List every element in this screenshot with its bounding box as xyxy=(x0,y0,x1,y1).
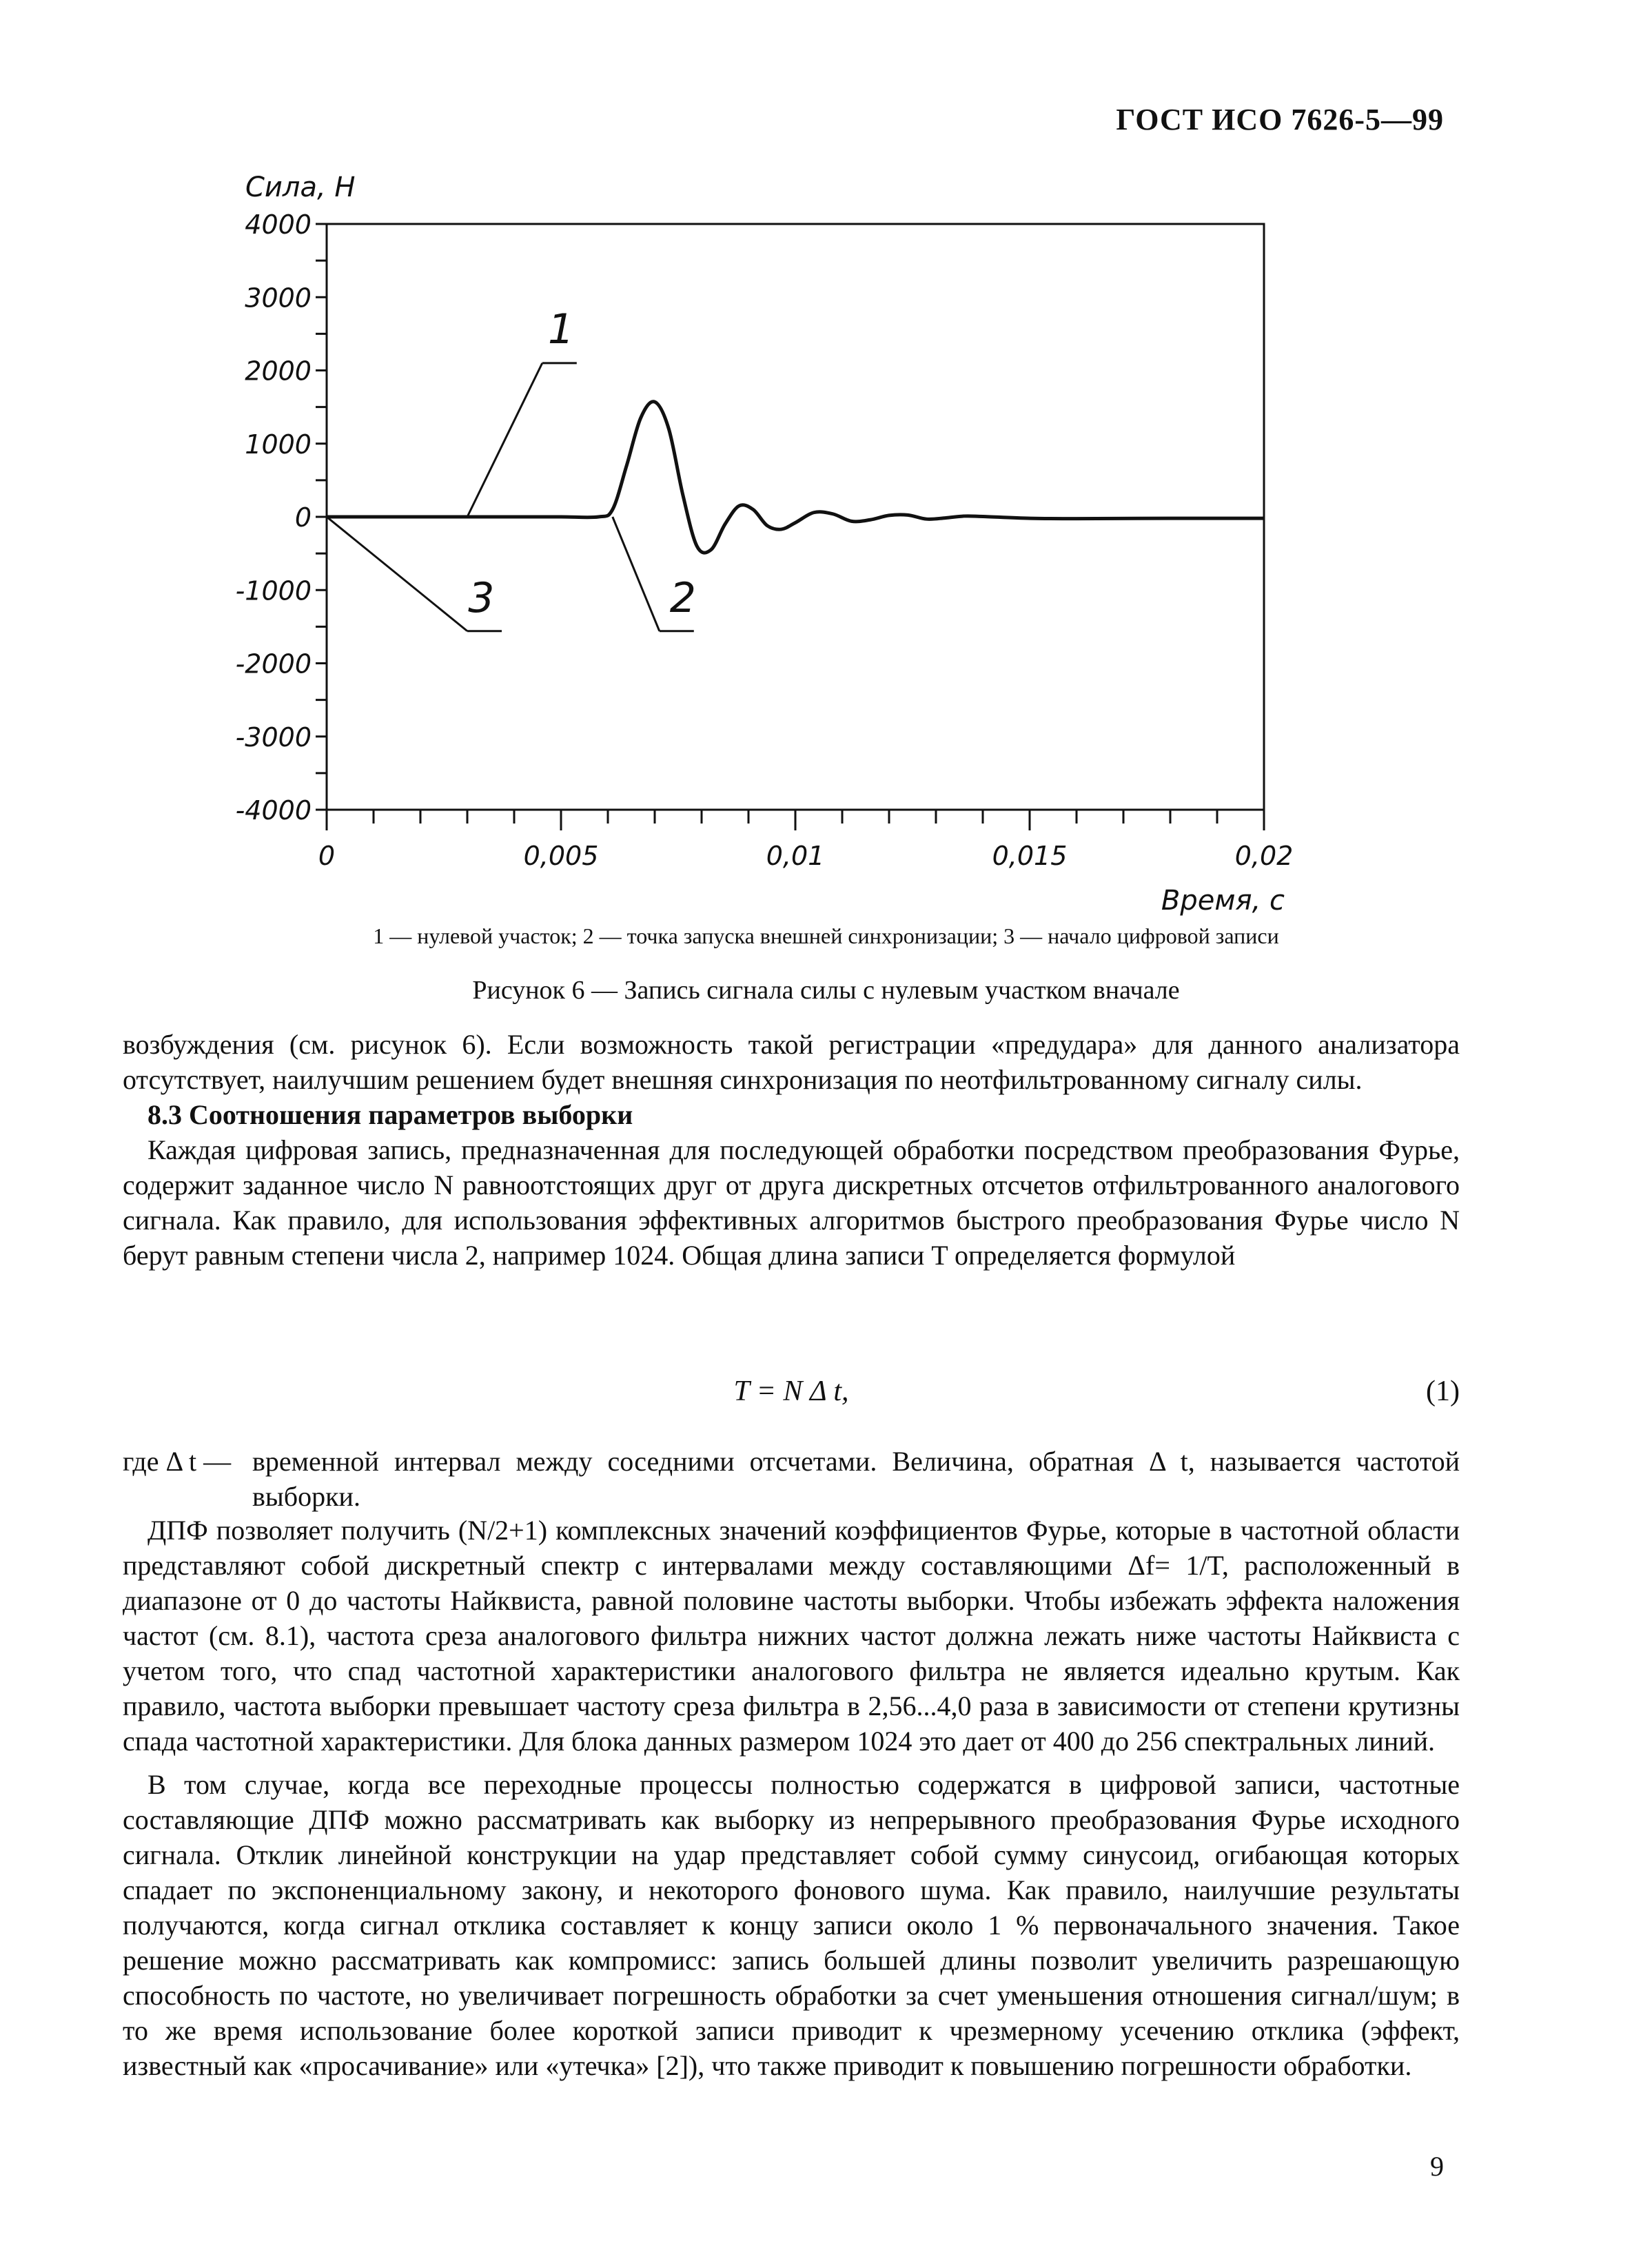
where-label: где Δ t — xyxy=(123,1446,232,1477)
document-header: ГОСТ ИСО 7626-5—99 xyxy=(1116,103,1444,136)
section-heading: 8.3 Соотношения параметров выборки xyxy=(147,1099,633,1130)
x-tick-label: 0 xyxy=(318,841,336,871)
body-text-top xyxy=(123,1027,1460,1273)
force-signal-chart xyxy=(0,0,1652,923)
callout-leader-2 xyxy=(613,517,660,631)
where-definition: временной интервал между соседними отсчетами. Величина, обратная Δ t, называется частотой выборки. xyxy=(252,1446,1460,1512)
y-tick-label: 0 xyxy=(294,502,312,533)
x-tick-label: 0,02 xyxy=(1234,841,1294,871)
page-number: 9 xyxy=(1430,2151,1444,2182)
figure-6 xyxy=(0,0,1652,937)
y-axis-title: Сила, Н xyxy=(245,172,356,203)
paragraph-dft: ДПФ позволяет получить (N/2+1) комплексных значений коэффициентов Фурье, которые в частотной области представляют собой дискретный спектр с интервалами между составляющими Δf= 1/T, расположенный в диапазоне от 0 до частоты Найквиста, равной половине частоты выборки. Чтобы избежать эффекта наложения частот (см. 8.1), частота среза аналогового фильтра нижних частот должна лежать ниже частоты Найквиста с учетом того, что спад частотной характеристики аналогового фильтра не является идеально крутым. Как правило, частота выборки превышает частоту среза фильтра в 2,56...4,0 раза в зависимости от степени крутизны спада частотной характеристики. Для блока данных размером 1024 это дает от 400 до 256 спектральных линий. xyxy=(123,1515,1460,1757)
callout-label-3: 3 xyxy=(468,574,495,623)
y-tick-label: -4000 xyxy=(235,795,312,826)
formula-number: (1) xyxy=(1426,1375,1460,1407)
paragraph-transients: В том случае, когда все переходные процессы полностью содержатся в цифровой записи, частотные составляющие ДПФ можно рассматривать как выборку из непрерывного преобразования Фурье исходного сигнала. Отклик линейной конструкции на удар представляет собой сумму синусоид, огибающая которых спадает по экспоненциальному закону, и некоторого фонового шума. Как правило, наилучшие результаты получаются, когда сигнал отклика составляет к концу записи около 1 % первоначального значения. Такое решение можно рассматривать как компромисс: запись большей длины позволит увеличить разрешающую способность по частоте, но увеличивает погрешность обработки за счет уменьшения отношения сигнал/шум; в то же время использование более короткой записи приводит к чрезмерному усечению отклика (эффект, известный как «просачивание» или «утечка» [2]), что также приводит к повышению погрешности обработки. xyxy=(123,1769,1460,2081)
y-tick-label: 3000 xyxy=(245,283,312,314)
x-tick-label: 0,01 xyxy=(766,841,825,871)
callout-label-1: 1 xyxy=(547,305,575,354)
paragraph-sampling: Каждая цифровая запись, предназначенная для последующей обработки посредством преобразования Фурье, содержит заданное число N равноотстоящих друг от друга дискретных отсчетов отфильтрованного аналогового сигнала. Как правило, для использования эффективных алгоритмов быстрого преобразования Фурье число N берут равным степени числа 2, например 1024. Общая длина записи T определяется формулой xyxy=(123,1134,1460,1271)
y-tick-label: 1000 xyxy=(245,429,312,460)
body-text-bottom xyxy=(123,1513,1460,2083)
paragraph-continuation: возбуждения (см. рисунок 6). Если возможность такой регистрации «предудара» для данного анализатора отсутствует, наилучшим решением будет внешняя синхронизация по неотфильтрованному сигналу силы. xyxy=(123,1029,1460,1095)
y-tick-label: -3000 xyxy=(235,722,312,753)
y-tick-label: -1000 xyxy=(235,575,312,606)
y-tick-label: -2000 xyxy=(235,648,312,679)
x-tick-label: 0,005 xyxy=(523,841,599,871)
y-tick-label: 2000 xyxy=(245,356,312,387)
formula: T = N Δ t, xyxy=(733,1375,849,1407)
x-axis-title: Время, с xyxy=(1161,885,1285,917)
callout-leader-3 xyxy=(327,517,467,631)
force-signal-line xyxy=(327,402,1264,553)
x-tick-label: 0,015 xyxy=(992,841,1068,871)
figure-legend: 1 — нулевой участок; 2 — точка запуска внешней синхронизации; 3 — начало цифровой записи xyxy=(373,923,1279,948)
figure-caption: Рисунок 6 — Запись сигнала силы с нулевым участком вначале xyxy=(472,976,1180,1005)
y-tick-label: 4000 xyxy=(245,209,312,240)
callout-label-2: 2 xyxy=(669,574,696,623)
callout-leader-1 xyxy=(467,363,542,517)
